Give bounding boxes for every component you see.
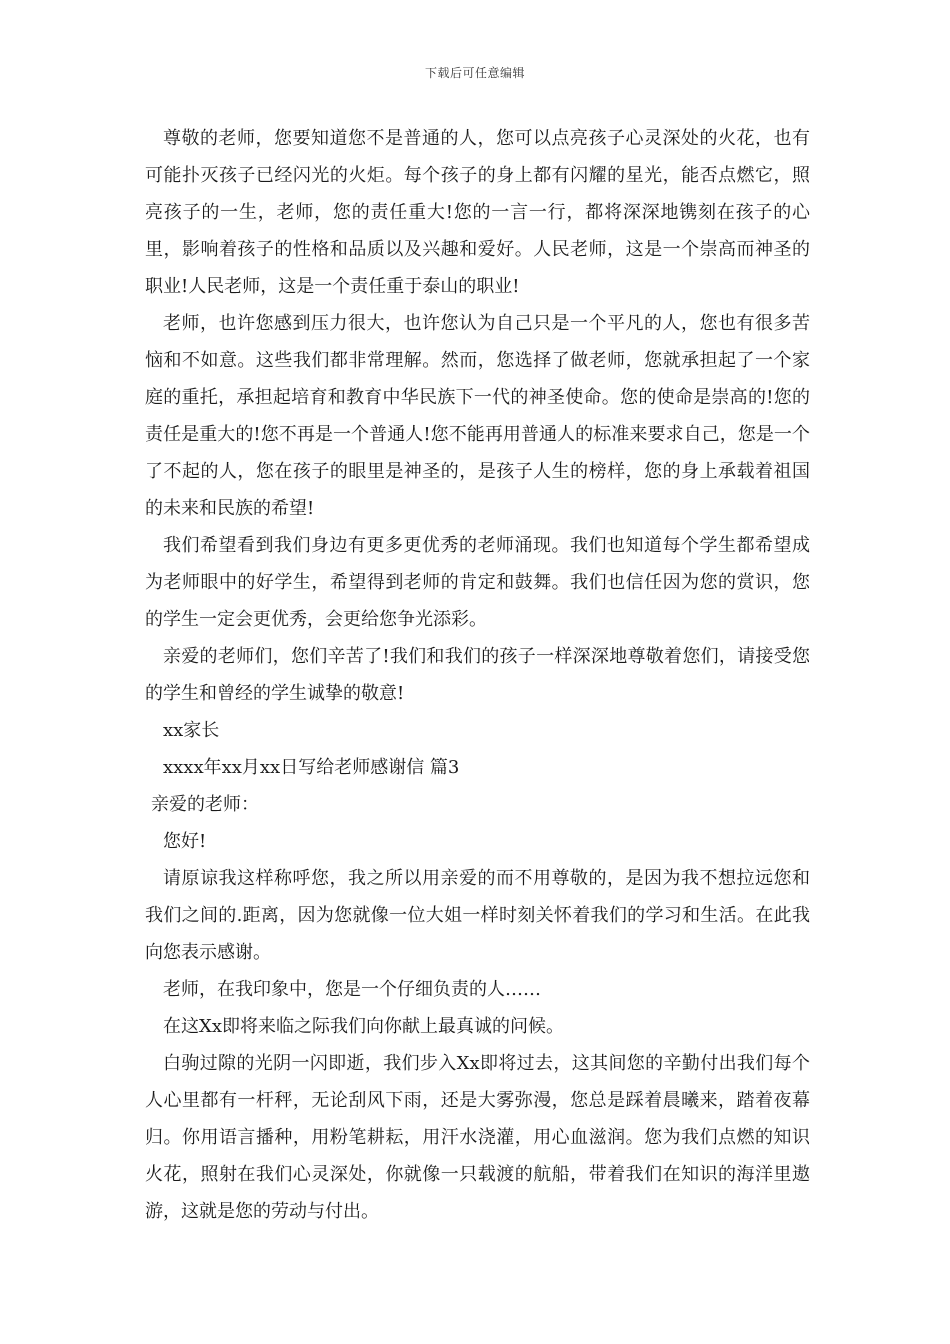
greeting: 您好! (163, 831, 207, 852)
paragraph-thanks: 亲爱的老师们，您们辛苦了!我们和我们的孩子一样深深地尊敬着您们，请接受您的学生和曾经的学生诚挚的敬意! (145, 646, 810, 704)
paragraph-pressure: 老师，也许您感到压力很大，也许您认为自己只是一个平凡的人，您也有很多苦恼和不如意。这些我们都非常理解。然而，您选择了做老师，您就承担起了一个家庭的重托，承担起培育和教育中华民族下一代的神圣使命。您的使命是崇高的!您的责任是重大的!您不再是一个普通人!您不能再用普通人的标准来要求自己，您是一个了不起的人，您在孩子的眼里是神圣的，是孩子人生的榜样，您的身上承载着祖国的未来和民族的希望! (145, 313, 810, 519)
salutation: 亲爱的老师： (151, 794, 259, 815)
paragraph-impression: 老师，在我印象中，您是一个仔细负责的人…… (163, 979, 541, 1000)
paragraph-respected-teacher: 尊敬的老师，您要知道您不是普通的人，您可以点亮孩子心灵深处的火花，也有可能扑灭孩子已经闪光的火炬。每个孩子的身上都有闪耀的星光，能否点燃它，照亮孩子的一生，老师，您的责任重大!您的一言一行，都将深深地镌刻在孩子的心里，影响着孩子的性格和品质以及兴趣和爱好。人民老师，这是一个崇高而神圣的职业!人民老师，这是一个责任重于泰山的职业! (145, 128, 810, 297)
document-body (145, 120, 810, 1230)
paragraph-apology: 请原谅我这样称呼您，我之所以用亲爱的而不用尊敬的，是因为我不想拉远您和我们之间的.距离，因为您就像一位大姐一样时刻关怀着我们的学习和生活。在此我向您表示感谢。 (145, 868, 810, 963)
signature-parent: xx家长 (163, 720, 220, 741)
page-header-note: 下载后可任意编辑 (424, 66, 525, 80)
paragraph-hope: 我们希望看到我们身边有更多更优秀的老师涌现。我们也知道每个学生都希望成为老师眼中的好学生，希望得到老师的肯定和鼓舞。我们也信任因为您的赏识，您的学生一定会更优秀，会更给您争光添彩。 (145, 535, 810, 630)
paragraph-greeting-wishes: 在这Xx即将来临之际我们向你献上最真诚的问候。 (163, 1016, 564, 1037)
paragraph-time-flies: 白驹过隙的光阴一闪即逝，我们步入Xx即将过去，这其间您的辛勤付出我们每个人心里都有一杆秤，无论刮风下雨，还是大雾弥漫，您总是踩着晨曦来，踏着夜幕归。你用语言播种，用粉笔耕耘，用汗水浇灌，用心血滋润。您为我们点燃的知识火花，照射在我们心灵深处，你就像一只载渡的航船，带着我们在知识的海洋里遨游，这就是您的劳动与付出。 (145, 1053, 810, 1222)
section-title-letter-3: xxxx年xx月xx日写给老师感谢信 篇3 (163, 757, 460, 778)
